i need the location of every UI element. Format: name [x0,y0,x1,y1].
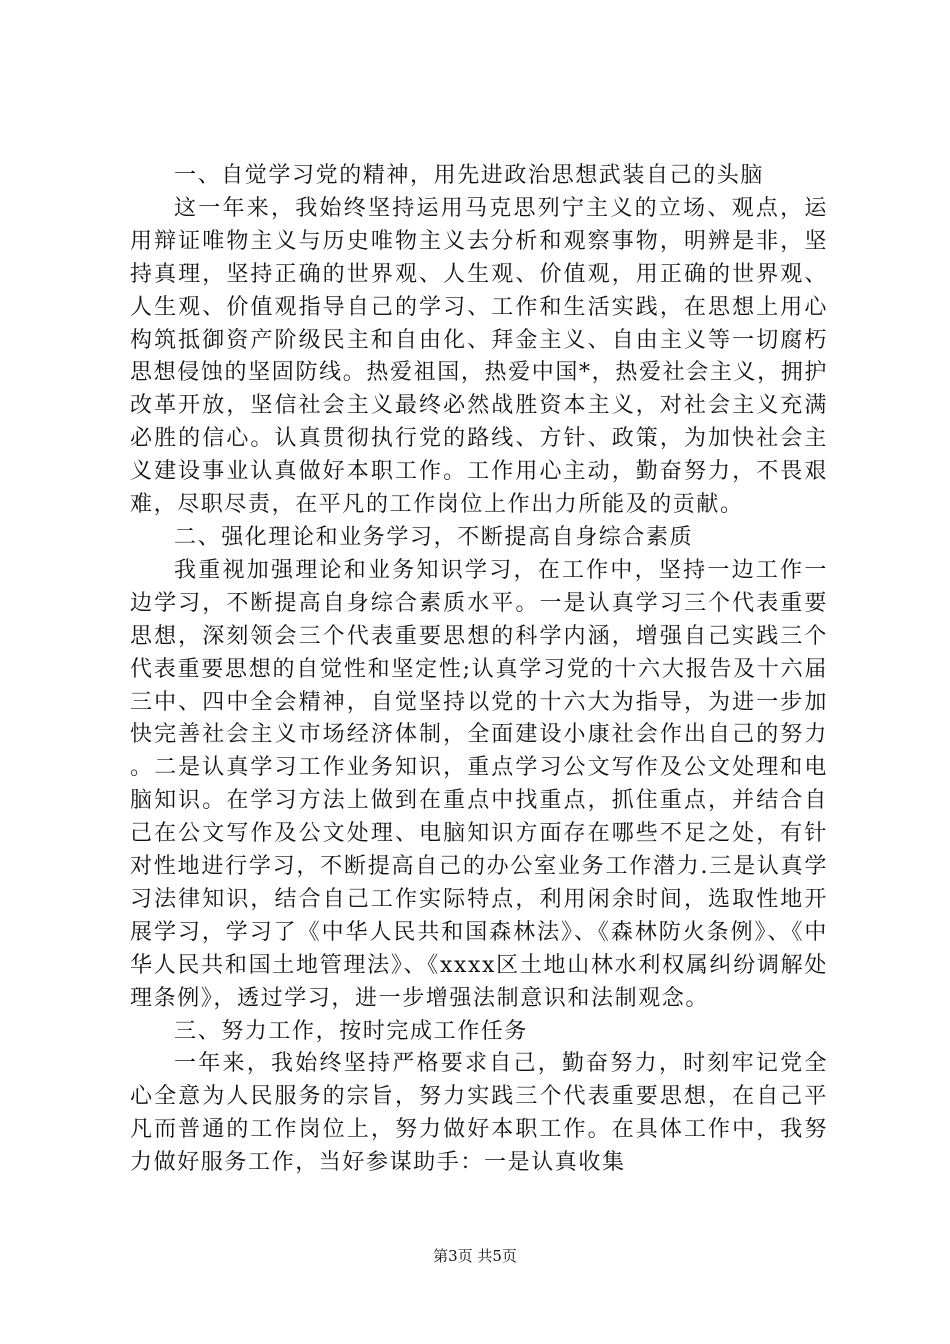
section-1-heading: 一、自觉学习党的精神，用先进政治思想武装自己的头脑 [174,163,765,188]
section-1-paragraph: 这一年来，我始终坚持运用马克思列宁主义的立场、观点，运用辩证唯物主义与历史唯物主义去分析和观察事物，明辨是非，坚持真理，坚持正确的世界观、人生观、价值观，用正确的世界观、人生观、价值观指导自己的学习、工作和生活实践，在思想上用心构筑抵御资产阶级民主和自由化、拜金主义、自由主义等一切腐朽思想侵蚀的坚固防线。热爱祖国，热爱中国*，热爱社会主义，拥护改革开放，坚信社会主义最终必然战胜资本主义，对社会主义充满必胜的信心。认真贯彻执行党的路线、方针、政策，为加快社会主义建设事业认真做好本职工作。工作用心主动，勤奋努力，不畏艰难，尽职尽责，在平凡的工作岗位上作出力所能及的贡献。 [130,195,828,518]
page-number-footer: 第3页 共5页 [433,1247,517,1265]
section-3-paragraph: 一年来，我始终坚持严格要求自己，勤奋努力，时刻牢记党全心全意为人民服务的宗旨，努力实践三个代表重要思想，在自己平凡而普通的工作岗位上，努力做好本职工作。在具体工作中，我努力做好服务工作，当好参谋助手：一是认真收集 [130,1051,828,1176]
section-2-heading: 二、强化理论和业务学习，不断提高自身综合素质 [174,524,694,550]
section-2-paragraph: 我重视加强理论和业务知识学习，在工作中，坚持一边工作一边学习，不断提高自身综合素质水平。一是认真学习三个代表重要思想，深刻领会三个代表重要思想的科学内涵，增强自己实践三个代表重要思想的自觉性和坚定性;认真学习党的十六大报告及十六届三中、四中全会精神，自觉坚持以党的十六大为指导，为进一步加快完善社会主义市场经济体制，全面建设小康社会作出自己的努力。二是认真学习工作业务知识，重点学习公文写作及公文处理和电脑知识。在学习方法上做到在重点中找重点，抓住重点，并结合自己在公文写作及公文处理、电脑知识方面存在哪些不足之处，有针对性地进行学习，不断提高自己的办公室业务工作潜力.三是认真学习法律知识，结合自己工作实际特点，利用闲余时间，选取性地开展学习，学习了《中华人民共和国森林法》、《森林防火条例》、《中华人民共和国土地管理法》、《xxxx区土地山林水利权属纠纷调解处理条例》，透过学习，进一步增强法制意识和法制观念。 [130,557,828,1011]
section-3-heading: 三、努力工作，按时完成工作任务 [174,1018,529,1044]
document-body [130,160,828,1180]
